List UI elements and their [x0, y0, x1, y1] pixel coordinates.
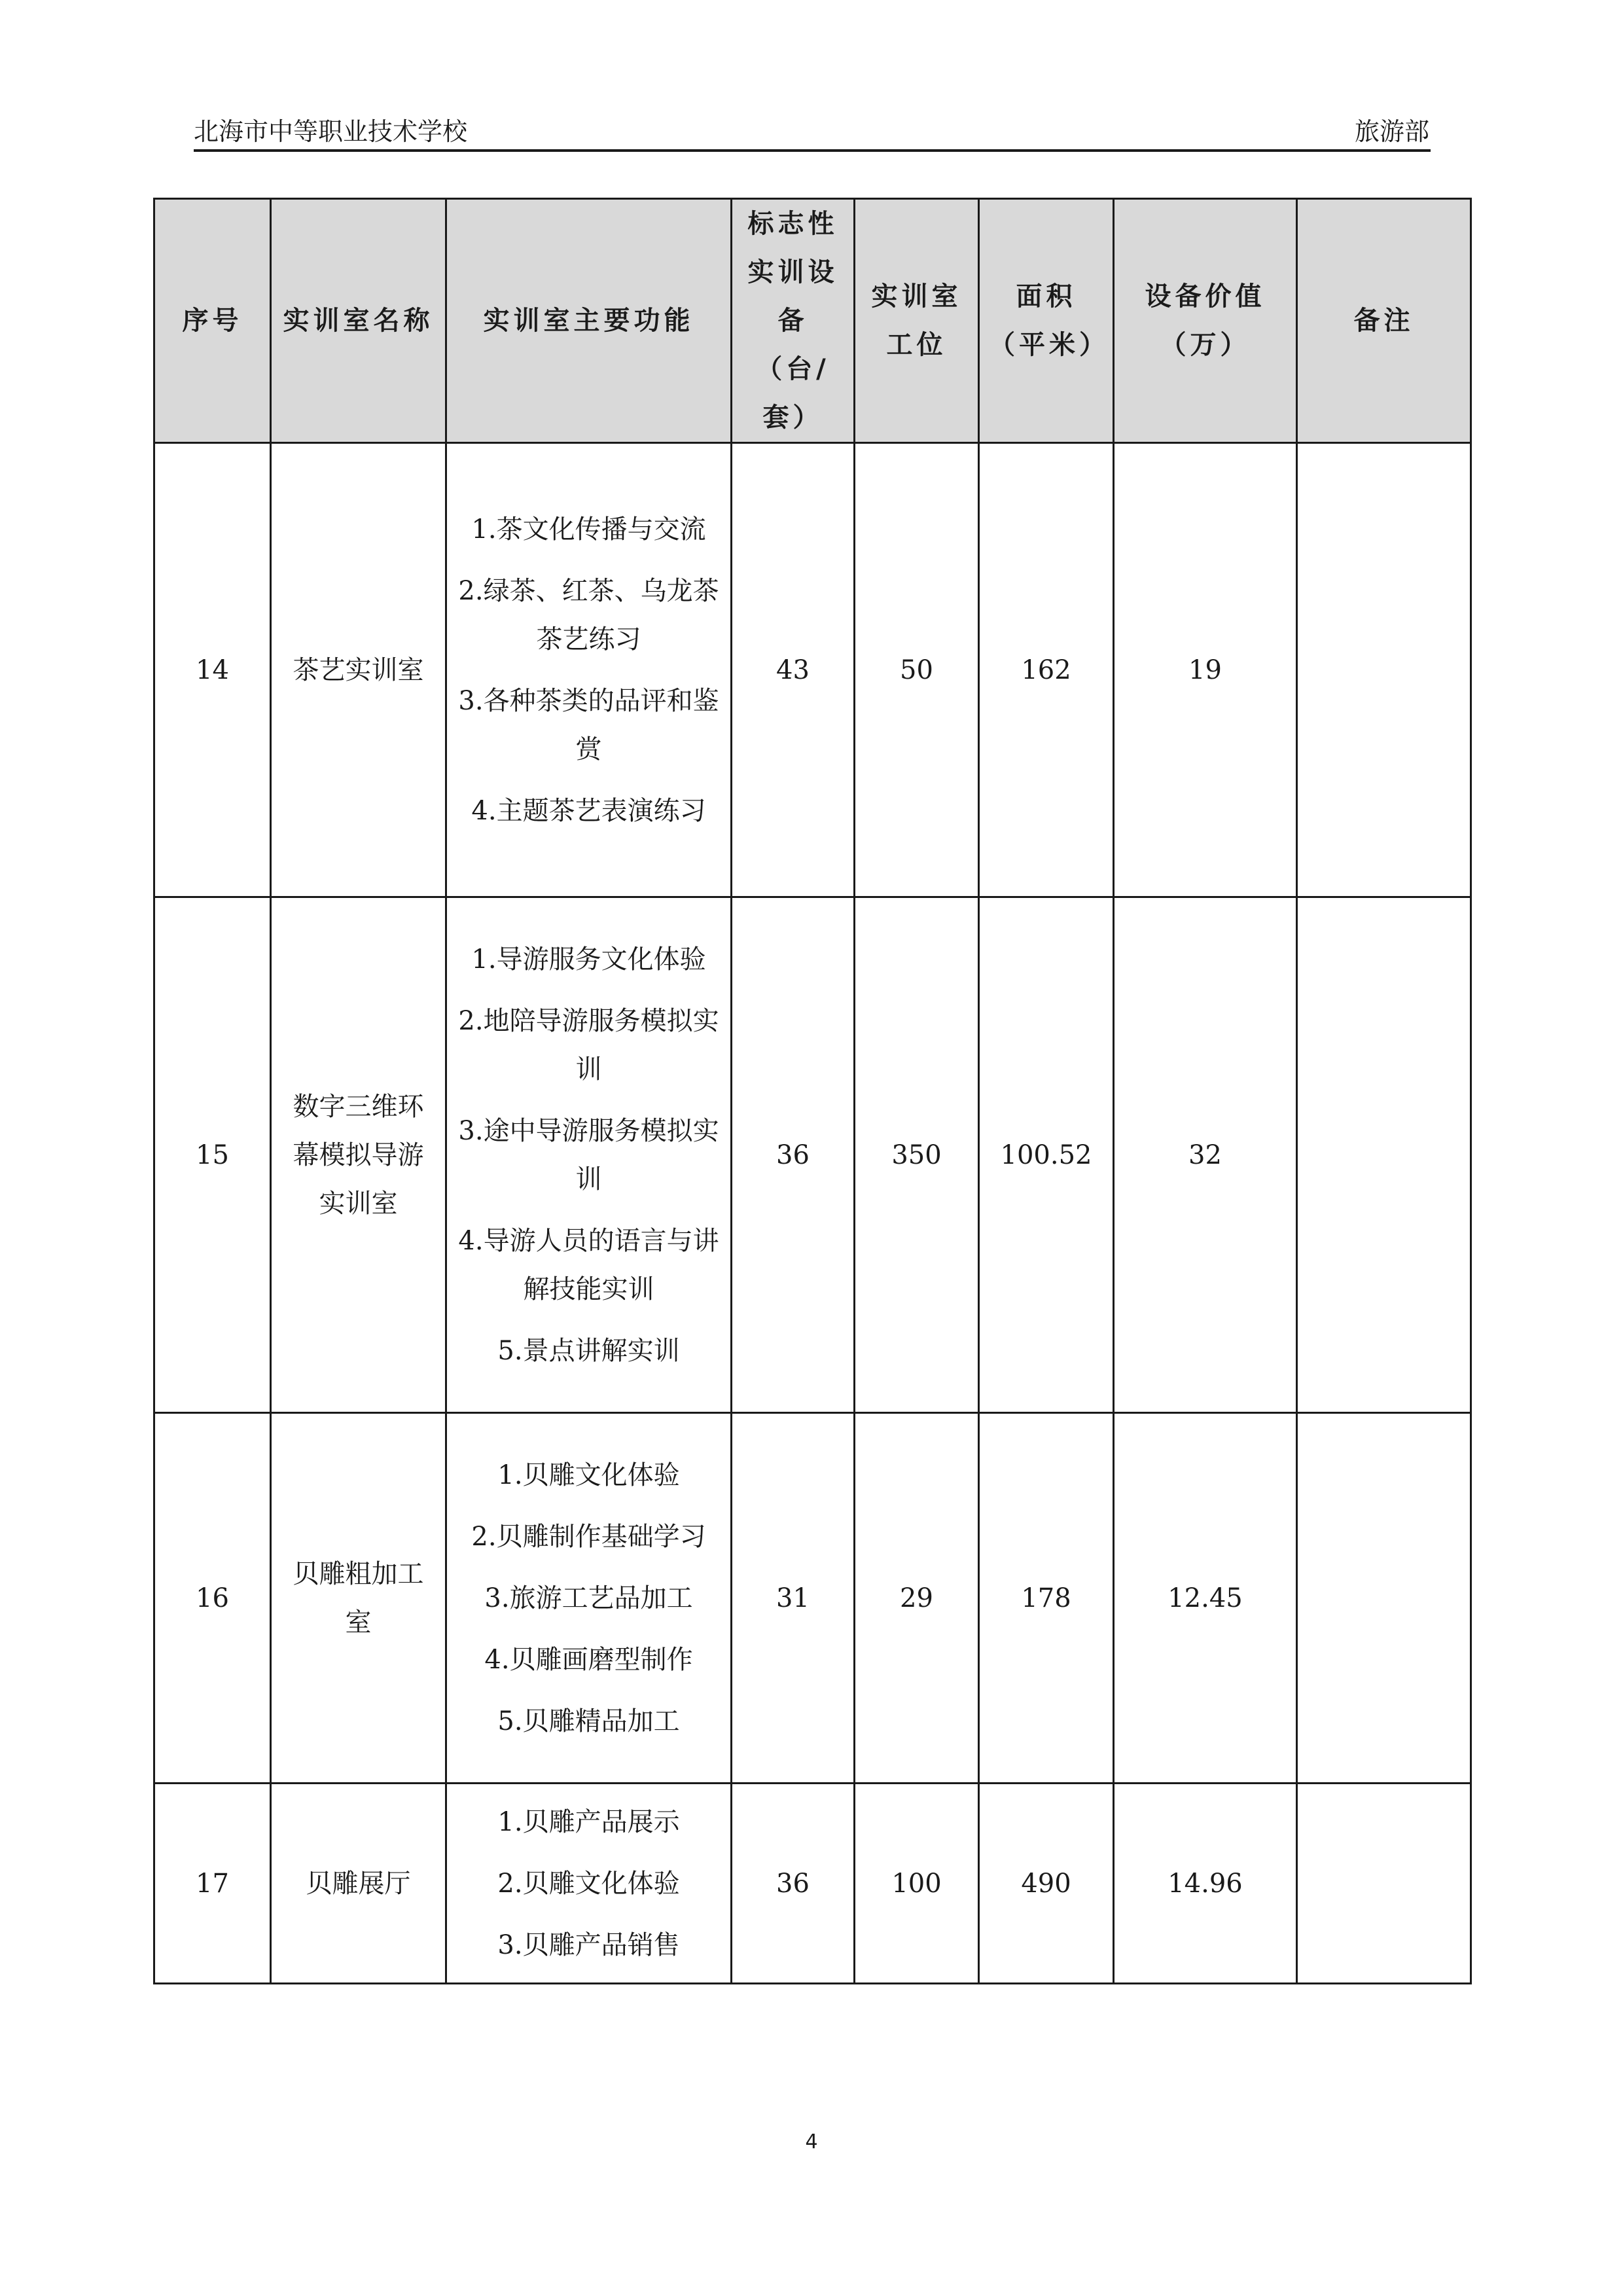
school-name: 北海市中等职业技术学校	[194, 117, 468, 146]
col-header-functions: 实训室主要功能	[446, 199, 732, 443]
cell-equipment: 43	[732, 443, 855, 897]
col-header-value: 设备价值（万）	[1114, 199, 1297, 443]
col-header-area: 面积（平米）	[979, 199, 1114, 443]
cell-no: 14	[154, 443, 271, 897]
col-header-stations: 实训室工位	[855, 199, 979, 443]
cell-stations: 350	[855, 897, 979, 1413]
table-header-row	[154, 199, 1471, 443]
function-list	[456, 929, 721, 1382]
cell-name: 贝雕粗加工室	[271, 1413, 446, 1784]
page-header	[194, 113, 1429, 151]
function-item: 1.贝雕产品展示	[497, 1806, 680, 1837]
header-divider	[194, 149, 1431, 152]
cell-value: 14.96	[1114, 1784, 1297, 1984]
function-item: 2.贝雕文化体验	[497, 1868, 680, 1899]
col-header-name: 实训室名称	[271, 199, 446, 443]
cell-functions	[446, 1413, 732, 1784]
function-list	[456, 1791, 721, 1976]
col-header-remark: 备注	[1297, 199, 1471, 443]
cell-remark	[1297, 1413, 1471, 1784]
cell-stations: 100	[855, 1784, 979, 1984]
function-item: 5.景点讲解实训	[497, 1335, 680, 1366]
function-item: 1.导游服务文化体验	[471, 944, 706, 975]
col-header-no: 序号	[154, 199, 271, 443]
function-item: 2.绿茶、红茶、乌龙茶茶艺练习	[458, 575, 719, 655]
function-item: 4.贝雕画磨型制作	[484, 1644, 693, 1675]
table-row	[154, 1784, 1471, 1984]
cell-equipment: 36	[732, 1784, 855, 1984]
cell-name: 茶艺实训室	[271, 443, 446, 897]
col-header-equipment: 标志性实训设备（台/套）	[732, 199, 855, 443]
cell-equipment: 36	[732, 897, 855, 1413]
table-row	[154, 1413, 1471, 1784]
cell-stations: 50	[855, 443, 979, 897]
function-item: 4.主题茶艺表演练习	[471, 795, 706, 826]
cell-value: 32	[1114, 897, 1297, 1413]
cell-equipment: 31	[732, 1413, 855, 1784]
function-item: 2.地陪导游服务模拟实训	[458, 1005, 719, 1085]
cell-no: 15	[154, 897, 271, 1413]
function-list	[456, 1444, 721, 1752]
cell-functions	[446, 1784, 732, 1984]
cell-area: 162	[979, 443, 1114, 897]
cell-area: 490	[979, 1784, 1114, 1984]
cell-area: 100.52	[979, 897, 1114, 1413]
function-item: 1.贝雕文化体验	[497, 1460, 680, 1490]
cell-remark	[1297, 897, 1471, 1413]
cell-functions	[446, 443, 732, 897]
cell-no: 17	[154, 1784, 271, 1984]
function-item: 5.贝雕精品加工	[497, 1706, 680, 1736]
function-item: 3.途中导游服务模拟实训	[458, 1115, 719, 1194]
function-item: 4.导游人员的语言与讲解技能实训	[458, 1225, 719, 1304]
function-item: 3.各种茶类的品评和鉴赏	[458, 685, 719, 764]
function-item: 3.贝雕产品销售	[497, 1929, 680, 1960]
function-list	[456, 499, 721, 842]
cell-area: 178	[979, 1413, 1114, 1784]
cell-functions	[446, 897, 732, 1413]
cell-name: 数字三维环幕模拟导游实训室	[271, 897, 446, 1413]
cell-name: 贝雕展厅	[271, 1784, 446, 1984]
cell-no: 16	[154, 1413, 271, 1784]
page-number: 4	[805, 2130, 818, 2153]
table-row	[154, 897, 1471, 1413]
cell-stations: 29	[855, 1413, 979, 1784]
department-name: 旅游部	[1354, 117, 1429, 146]
table-row	[154, 443, 1471, 897]
training-room-table	[153, 198, 1472, 1984]
cell-remark	[1297, 1784, 1471, 1984]
function-item: 1.茶文化传播与交流	[471, 514, 706, 545]
cell-value: 12.45	[1114, 1413, 1297, 1784]
cell-value: 19	[1114, 443, 1297, 897]
function-item: 3.旅游工艺品加工	[484, 1583, 693, 1613]
cell-remark	[1297, 443, 1471, 897]
function-item: 2.贝雕制作基础学习	[471, 1521, 706, 1552]
